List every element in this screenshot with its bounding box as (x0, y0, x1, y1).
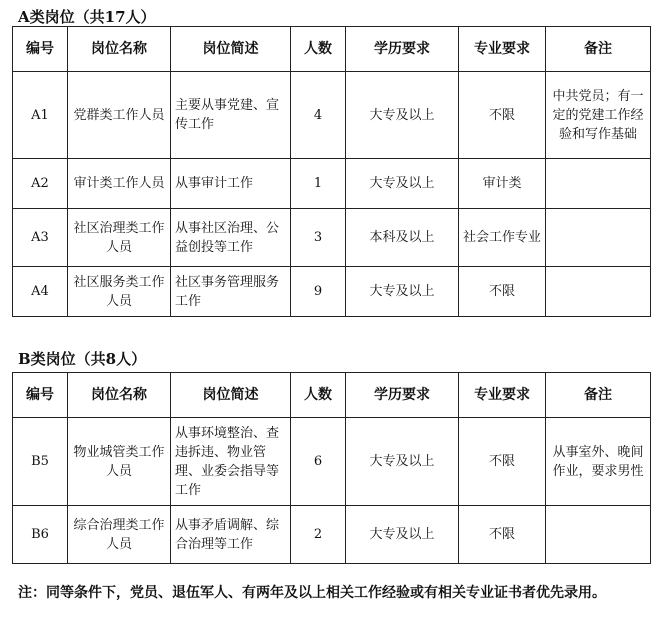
header-edu: 学历要求 (346, 27, 459, 72)
header-desc: 岗位简述 (171, 373, 291, 418)
cell-count: 3 (291, 209, 346, 267)
cell-major: 不限 (459, 267, 546, 317)
table-row (13, 209, 651, 267)
section-a-title: A类岗位（共17人） (18, 8, 156, 26)
cell-code: A3 (13, 209, 68, 267)
cell-edu: 大专及以上 (346, 72, 459, 159)
cell-edu: 大专及以上 (346, 267, 459, 317)
header-code: 编号 (13, 373, 68, 418)
cell-edu: 大专及以上 (346, 506, 459, 564)
cell-count: 1 (291, 159, 346, 209)
cell-count: 2 (291, 506, 346, 564)
cell-code: A1 (13, 72, 68, 159)
cell-desc: 从事审计工作 (171, 159, 291, 209)
header-remark: 备注 (546, 373, 651, 418)
header-desc: 岗位简述 (171, 27, 291, 72)
cell-desc: 从事矛盾调解、综合治理等工作 (171, 506, 291, 564)
header-count: 人数 (291, 27, 346, 72)
table-row (13, 418, 651, 506)
footnote: 注：同等条件下，党员、退伍军人、有两年及以上相关工作经验或有相关专业证书者优先录用。 (18, 585, 606, 601)
cell-remark: 从事室外、晚间作业，要求男性 (546, 418, 651, 506)
header-code: 编号 (13, 27, 68, 72)
cell-name: 物业城管类工作人员 (68, 418, 171, 506)
cell-desc: 从事环境整治、查违拆违、物业管理、业委会指导等工作 (171, 418, 291, 506)
cell-major: 不限 (459, 506, 546, 564)
header-edu: 学历要求 (346, 373, 459, 418)
cell-remark (546, 506, 651, 564)
header-remark: 备注 (546, 27, 651, 72)
cell-desc: 主要从事党建、宣传工作 (171, 72, 291, 159)
cell-code: B5 (13, 418, 68, 506)
table-header-row (13, 27, 651, 72)
cell-count: 6 (291, 418, 346, 506)
cell-remark: 中共党员；有一定的党建工作经验和写作基础 (546, 72, 651, 159)
cell-edu: 大专及以上 (346, 418, 459, 506)
cell-desc: 从事社区治理、公益创投等工作 (171, 209, 291, 267)
cell-remark (546, 159, 651, 209)
cell-remark (546, 209, 651, 267)
header-name: 岗位名称 (68, 27, 171, 72)
cell-edu: 大专及以上 (346, 159, 459, 209)
header-name: 岗位名称 (68, 373, 171, 418)
section-b-table (12, 372, 651, 564)
cell-name: 综合治理类工作人员 (68, 506, 171, 564)
cell-name: 审计类工作人员 (68, 159, 171, 209)
table-row (13, 267, 651, 317)
cell-remark (546, 267, 651, 317)
header-count: 人数 (291, 373, 346, 418)
cell-name: 党群类工作人员 (68, 72, 171, 159)
cell-code: B6 (13, 506, 68, 564)
cell-name: 社区服务类工作人员 (68, 267, 171, 317)
cell-major: 社会工作专业 (459, 209, 546, 267)
cell-major: 不限 (459, 72, 546, 159)
header-major: 专业要求 (459, 373, 546, 418)
section-a-table (12, 26, 651, 317)
section-b-title: B类岗位（共8人） (18, 350, 147, 368)
table-row (13, 159, 651, 209)
cell-name: 社区治理类工作人员 (68, 209, 171, 267)
cell-code: A2 (13, 159, 68, 209)
cell-major: 审计类 (459, 159, 546, 209)
cell-edu: 本科及以上 (346, 209, 459, 267)
cell-major: 不限 (459, 418, 546, 506)
header-major: 专业要求 (459, 27, 546, 72)
cell-desc: 社区事务管理服务工作 (171, 267, 291, 317)
cell-count: 9 (291, 267, 346, 317)
cell-code: A4 (13, 267, 68, 317)
table-row (13, 72, 651, 159)
table-row (13, 506, 651, 564)
table-header-row (13, 373, 651, 418)
cell-count: 4 (291, 72, 346, 159)
